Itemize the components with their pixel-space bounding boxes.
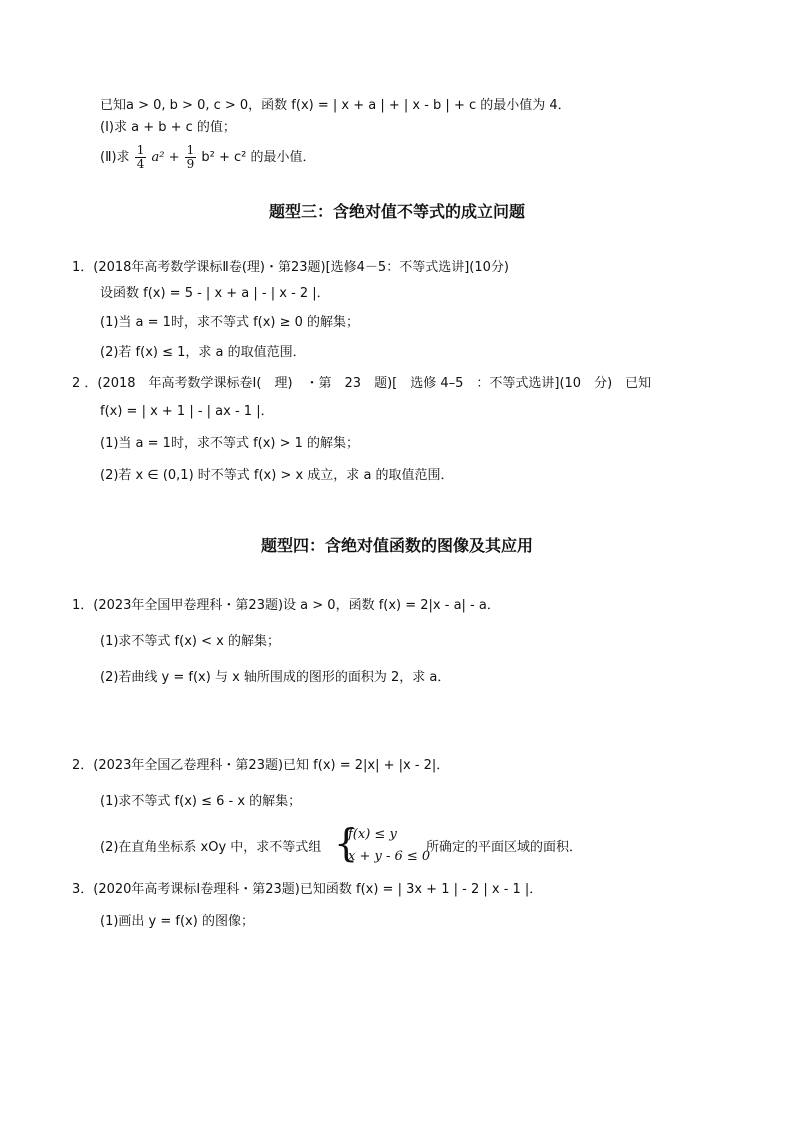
system-row-1: f(x) ≤ y bbox=[348, 827, 397, 842]
s4-q1-line1: (1)求不等式 f(x) < x 的解集； bbox=[100, 634, 280, 649]
s4-q2-line2-suffix: 所确定的平面区域的面积． bbox=[426, 840, 583, 855]
s3-q1-line1: 设函数 f(x) = 5 - | x + a | - | x - 2 |． bbox=[100, 286, 330, 301]
left-brace: { bbox=[334, 821, 359, 865]
intro-part2-prefix: (Ⅱ)求 bbox=[100, 150, 130, 165]
intro-part1: (Ⅰ)求 a + b + c 的值； bbox=[100, 120, 236, 135]
s4-q1-line2: (2)若曲线 y = f(x) 与 x 轴所围成的图形的面积为 2，求 a． bbox=[100, 670, 451, 685]
fraction-denominator: 9 bbox=[186, 157, 195, 171]
intro-term1: a² + bbox=[151, 150, 180, 165]
s3-q1-header: 1．(2018年高考数学课标Ⅱ卷(理)・第23题)[选修4－5：不等式选讲](10分) bbox=[72, 260, 509, 275]
s3-q1-line2: (1)当 a = 1时，求不等式 f(x) ≥ 0 的解集； bbox=[100, 315, 360, 330]
system-row-2: x + y - 6 ≤ 0 bbox=[348, 849, 431, 864]
section4-title: 题型四：含绝对值函数的图像及其应用 bbox=[260, 536, 533, 555]
fraction-numerator: 1 bbox=[186, 143, 195, 157]
s3-q2-line3: (2)若 x ∈ (0,1) 时不等式 f(x) > x 成立，求 a 的取值范围． bbox=[100, 468, 454, 483]
s4-q3-line1: (1)画出 y = f(x) 的图像； bbox=[100, 914, 254, 929]
s4-q1-header: 1．(2023年全国甲卷理科・第23题)设 a > 0，函数 f(x) = 2|x - a| - a． bbox=[72, 598, 500, 613]
intro-line1: 已知a > 0, b > 0, c > 0，函数 f(x) = | x + a | + | x - b | + c 的最小值为 4． bbox=[100, 98, 571, 113]
s4-q2-line2-prefix: (2)在直角坐标系 xOy 中，求不等式组 bbox=[100, 840, 322, 855]
fraction-one-quarter bbox=[135, 144, 147, 171]
fraction-numerator: 1 bbox=[136, 143, 145, 157]
fraction-one-ninth bbox=[185, 144, 197, 171]
s3-q1-line3: (2)若 f(x) ≤ 1，求 a 的取值范围． bbox=[100, 345, 306, 360]
s3-q2-line2: (1)当 a = 1时，求不等式 f(x) > 1 的解集； bbox=[100, 436, 360, 451]
s4-q2-line1: (1)求不等式 f(x) ≤ 6 - x 的解集； bbox=[100, 794, 302, 809]
intro-part2 bbox=[100, 144, 316, 172]
section3-title: 题型三：含绝对值不等式的成立问题 bbox=[268, 202, 525, 221]
inequality-system bbox=[334, 821, 431, 870]
fraction-denominator: 4 bbox=[136, 157, 145, 171]
s3-q2-header: 2 ．(2018 年高考数学课标卷Ⅰ( 理) ・第 23 题)[ 选修 4–5 ：不等式选讲](10 分) 已知 bbox=[72, 376, 652, 391]
s3-q2-line1: f(x) = | x + 1 | - | ax - 1 |． bbox=[100, 404, 274, 419]
s4-q3-header: 3．(2020年高考课标Ⅰ卷理科・第23题)已知函数 f(x) = | 3x + 1 | - 2 | x - 1 |． bbox=[72, 882, 543, 897]
intro-term2: b² + c² 的最小值． bbox=[201, 150, 316, 165]
s4-q2-header: 2．(2023年全国乙卷理科・第23题)已知 f(x) = 2|x| + |x - 2|． bbox=[72, 758, 450, 773]
